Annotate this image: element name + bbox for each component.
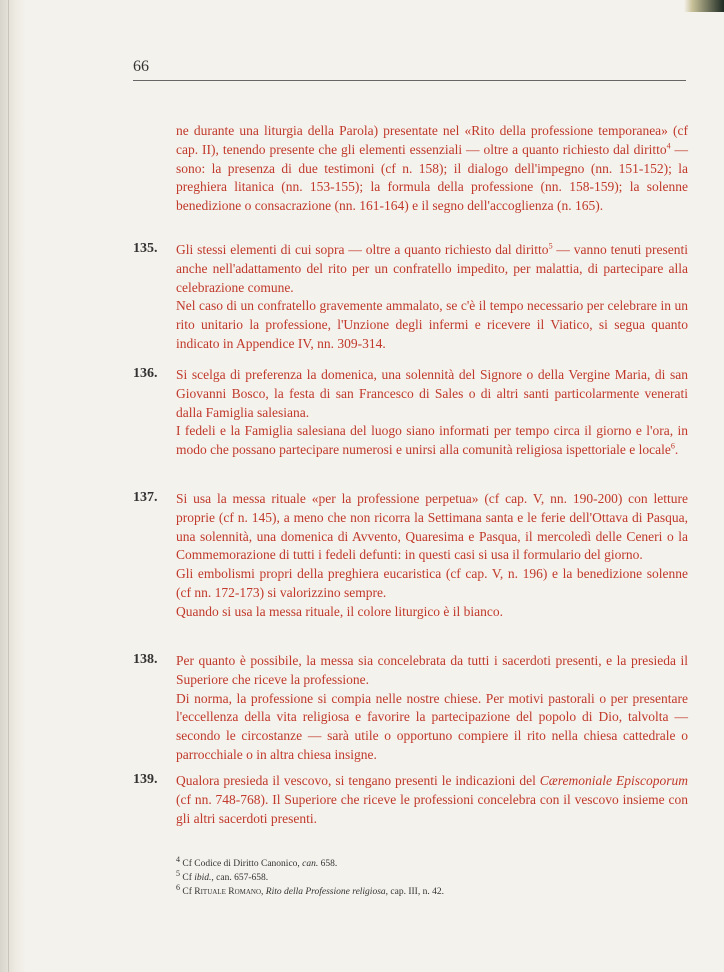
intro-text-2: — sono: la presenza di due testimoni (cf n. 158); il dialogo dell'impegno (nn. 151-152); la preghiera litanica (nn. 153-155); la formula della professione (nn. 158-159); la solenne benedizione o consacrazione (nn. 161-164) e il segno dell'accoglienza (n. 165). — [176, 141, 689, 214]
section-text: (cf nn. 748-768). Il Superiore che riceve le professioni concelebra con il vescovo insieme con gli altri sacerdoti presenti. — [176, 791, 688, 826]
section-text: — vanno tenuti presenti anche nell'adattamento del rito per un confratello impedito, per malattia, di partecipare alla celebrazione comune. — [176, 242, 688, 295]
footnote: $^4$ Cf Codice di Diritto Canonico, can. 658. — [176, 854, 338, 869]
section-text: Quando si usa la messa rituale, il colore liturgico è il bianco. — [176, 603, 504, 619]
section-text: Nel caso di un confratello gravemente ammalato, se c'è il tempo necessario per celebrare in un rito unitario la professione, l'Unzione degli infermi e ricevere il Viatico, si segua quanto indicato in Appendice IV, nn. 309-314. — [176, 298, 688, 351]
section-text: Per quanto è possibile, la messa sia concelebrata da tutti i sacerdoti presenti, e la presieda il Superiore che riceve la professione. — [176, 653, 688, 687]
footnote: $^6$ Cf Rituale Romano, Rito della Professione religiosa, cap. III, n. 42. — [176, 882, 444, 897]
page-number: 66 — [133, 58, 149, 75]
footnote-mark: 6 — [176, 882, 180, 892]
footnote-ref: 6 — [670, 441, 675, 451]
intro-text-1: ne durante una liturgia della Parola) presentate nel «Rito della professione temporanea» (cf cap. II), tenendo presente che gli elementi essenziali — oltre a quanto richiesto dal diritto — [176, 123, 688, 157]
page-binding-edge — [0, 0, 26, 972]
section-text: Si scelga di preferenza la domenica, una solennità del Signore o della Vergine Maria, di san Giovanni Bosco, la festa di san Francesco di Sales o di altri santi particolarmente venerati dalla Famiglia salesiana. — [176, 367, 688, 420]
section-number: 137. — [133, 490, 158, 505]
section-135 — [176, 241, 688, 354]
footnote-mark: 5 — [176, 868, 180, 878]
section-text: Gli embolismi propri della preghiera eucaristica (cf cap. V, n. 196) e la benedizione solenne (cf nn. 172-173) si valorizzino sempre. — [176, 566, 688, 600]
section-number: 138. — [133, 652, 158, 667]
footnote: $^5$ Cf ibid., can. 657-658. — [176, 868, 269, 883]
section-137 — [176, 490, 688, 622]
section-text: Si usa la messa rituale «per la professione perpetua» (cf cap. V, nn. 190-200) con letture proprie (cf n. 145), a meno che non ricorra la Settimana santa e le ferie dell'Ottava di Pasqua, una solennità, una domenica di Avvento, Quaresima e Pasqua, il mercoledì delle Ceneri o la Commemorazione di tutti i fedeli defunti: in questi casi si usa il formulario del giorno. — [176, 491, 688, 563]
section-text: . — [674, 442, 679, 458]
section-text: Gli stessi elementi di cui sopra — oltre a quanto richiesto dal diritto — [176, 242, 549, 257]
footnote-ref: 4 — [666, 141, 671, 151]
footnote-mark: 4 — [176, 854, 180, 864]
section-138 — [176, 652, 688, 765]
section-text: I fedeli e la Famiglia salesiana del luogo siano informati per tempo circa il giorno e l'ora, in modo che possano partecipare numerosi e unirsi alla comunità religiosa ispettoriale e locale — [176, 423, 688, 458]
section-number: 139. — [133, 772, 158, 787]
section-136 — [176, 366, 688, 460]
header-rule — [133, 80, 686, 81]
intro-paragraph — [176, 122, 688, 216]
footnote-ref: 5 — [548, 241, 553, 251]
section-number: 135. — [133, 241, 158, 256]
scan-corner-shadow — [684, 0, 724, 12]
section-text: Di norma, la professione si compia nelle nostre chiese. Per motivi pastorali o per presentare l'eccellenza della vita religiosa e favorire la partecipazione del popolo di Dio, talvolta — secondo le circostanze — sarà utile o opportuno compiere il rito nella chiesa cattedrale o parrocchiale o in altra chiesa insigne. — [176, 690, 688, 762]
section-text: Qualora presieda il vescovo, si tengano presenti le indicazioni del — [176, 773, 540, 788]
section-number: 136. — [133, 366, 158, 381]
section-139 — [176, 772, 688, 828]
footnotes — [176, 854, 688, 899]
section-text-italic: Cæremoniale Episcoporum — [539, 773, 688, 788]
